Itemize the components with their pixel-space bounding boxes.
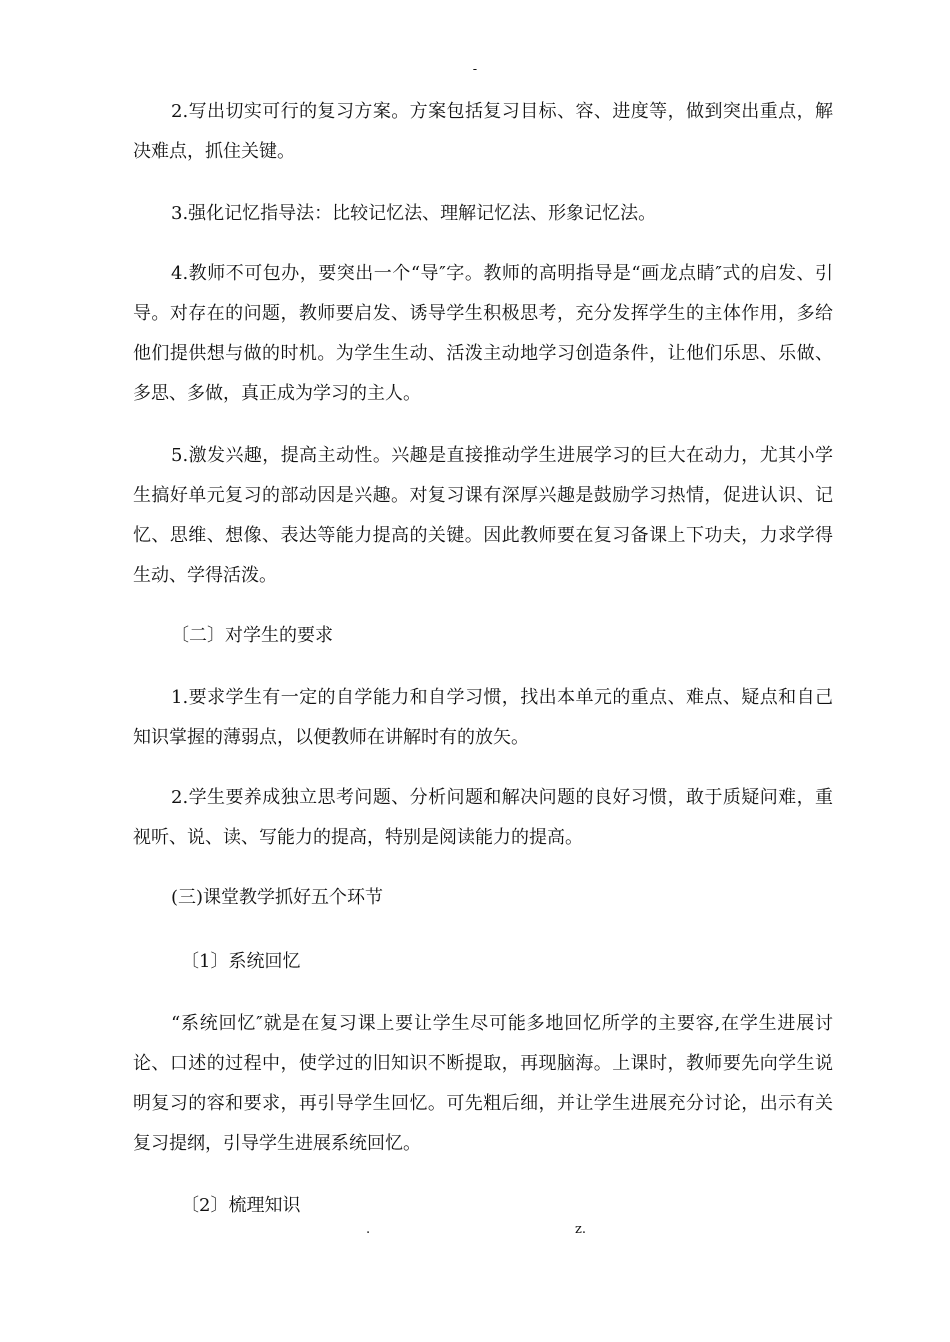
document-body	[133, 92, 833, 1226]
paragraph-requirement-2: 2.学生要养成独立思考问题、分析问题和解决问题的良好习惯，敢于质疑问难，重视听、说、读、写能力的提高，特别是阅读能力的提高。	[133, 787, 833, 848]
paragraph-systematic-recall: “系统回忆″就是在复习课上要让学生尽可能多地回忆所学的主要容,在学生进展讨论、口述的过程中，使学过的旧知识不断提取，再现脑海。上课时，教师要先向学生说明复习的容和要求，再引导学生回忆。可先粗后细，并让学生进展充分讨论，出示有关复习提纲，引导学生进展系统回忆。	[133, 1013, 833, 1154]
paragraph-teacher-guidance: 4.教师不可包办，要突出一个“导″字。教师的高明指导是“画龙点睛″式的启发、引导。对存在的问题，教师要启发、诱导学生积极思考，充分发挥学生的主体作用，多给他们提供想与做的时机。为学生生动、活泼主动地学习创造条件，让他们乐思、乐做、多思、多做，真正成为学习的主人。	[133, 263, 833, 404]
section-heading-five-steps: (三)课堂教学抓好五个环节	[171, 887, 384, 908]
page-footer-right-mark: z.	[575, 1222, 586, 1237]
subheading-systematic-recall: 〔1〕系统回忆	[181, 951, 301, 972]
subheading-sort-knowledge: 〔2〕梳理知识	[181, 1195, 301, 1216]
paragraph-requirement-1: 1.要求学生有一定的自学能力和自学习惯，找出本单元的重点、难点、疑点和自己知识掌握的薄弱点，以便教师在讲解时有的放矢。	[133, 687, 833, 748]
paragraph-review-plan: 2.写出切实可行的复习方案。方案包括复习目标、容、进度等，做到突出重点，解决难点，抓住关键。	[133, 101, 833, 162]
paragraph-interest: 5.激发兴趣，提高主动性。兴趣是直接推动学生进展学习的巨大在动力，尤其小学生搞好单元复习的部动因是兴趣。对复习课有深厚兴趣是鼓励学习热情，促进认识、记忆、思维、想像、表达等能力提高的关键。因此教师要在复习备课上下功夫，力求学得生动、学得活泼。	[133, 445, 833, 586]
page-footer-left-mark: .	[366, 1222, 371, 1237]
page-header-mark: -	[472, 62, 478, 77]
paragraph-memory-methods: 3.强化记忆指导法：比较记忆法、理解记忆法、形象记忆法。	[171, 203, 657, 224]
section-heading-student-requirements: 〔二〕对学生的要求	[171, 625, 333, 646]
